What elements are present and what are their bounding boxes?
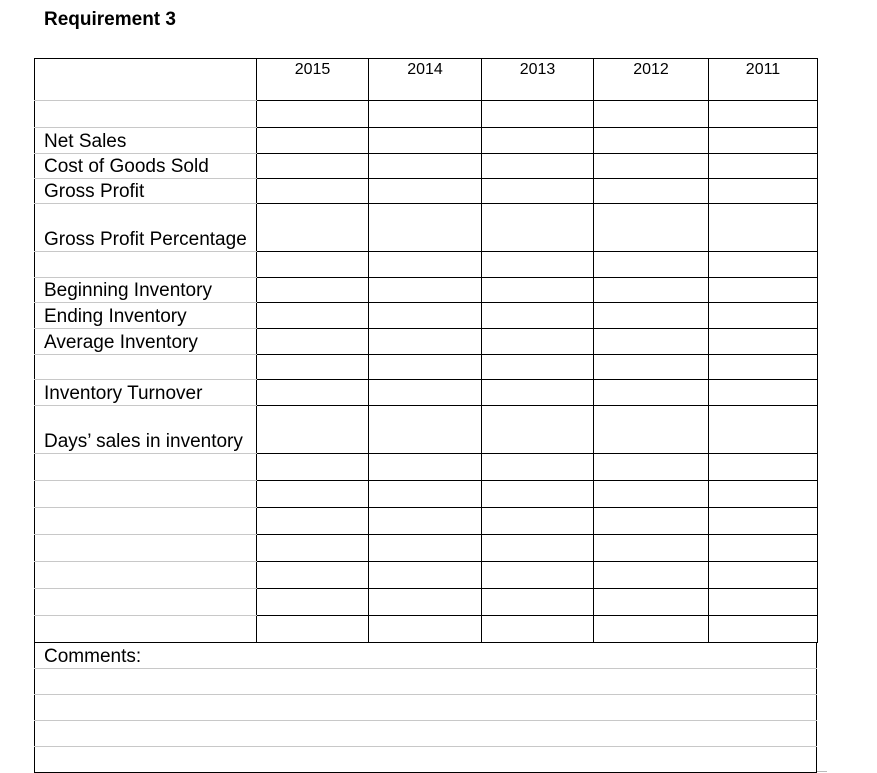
page-title: Requirement 3 — [44, 9, 176, 30]
value-cell[interactable] — [594, 278, 709, 303]
value-cell[interactable] — [594, 204, 709, 252]
value-cell[interactable] — [594, 380, 709, 406]
value-cell[interactable] — [482, 508, 594, 535]
value-cell[interactable] — [369, 101, 482, 128]
value-cell[interactable] — [594, 128, 709, 154]
value-cell[interactable] — [257, 128, 369, 154]
value-cell[interactable] — [709, 454, 818, 481]
row-label: Inventory Turnover — [35, 380, 257, 406]
table-row — [35, 535, 818, 562]
comment-line[interactable] — [35, 695, 817, 721]
comment-line[interactable] — [35, 669, 817, 695]
value-cell[interactable] — [594, 508, 709, 535]
row-label — [35, 355, 257, 380]
divider — [817, 771, 827, 772]
value-cell[interactable] — [257, 508, 369, 535]
value-cell[interactable] — [482, 589, 594, 616]
value-cell[interactable] — [709, 589, 818, 616]
row-label: Gross Profit — [35, 179, 257, 204]
value-cell[interactable] — [257, 481, 369, 508]
value-cell[interactable] — [257, 380, 369, 406]
row-label: Net Sales — [35, 128, 257, 154]
value-cell[interactable] — [594, 179, 709, 204]
value-cell[interactable] — [709, 406, 818, 454]
value-cell[interactable] — [709, 204, 818, 252]
value-cell[interactable] — [369, 562, 482, 589]
value-cell[interactable] — [257, 101, 369, 128]
value-cell[interactable] — [482, 481, 594, 508]
value-cell[interactable] — [709, 278, 818, 303]
value-cell[interactable] — [369, 204, 482, 252]
value-cell[interactable] — [257, 154, 369, 179]
value-cell[interactable] — [369, 179, 482, 204]
value-cell[interactable] — [482, 154, 594, 179]
row-label: Days’ sales in inventory — [35, 406, 257, 454]
value-cell[interactable] — [369, 252, 482, 278]
row-label — [35, 616, 257, 643]
value-cell[interactable] — [482, 303, 594, 329]
value-cell[interactable] — [709, 101, 818, 128]
value-cell[interactable] — [709, 508, 818, 535]
value-cell[interactable] — [482, 616, 594, 643]
value-cell[interactable] — [482, 204, 594, 252]
value-cell[interactable] — [482, 355, 594, 380]
value-cell[interactable] — [257, 252, 369, 278]
value-cell[interactable] — [482, 562, 594, 589]
value-cell[interactable] — [594, 252, 709, 278]
table-row — [35, 179, 818, 204]
table-row — [35, 481, 818, 508]
year-header: 2013 — [482, 59, 594, 101]
header-row — [35, 59, 818, 101]
table-row — [35, 406, 818, 454]
table-row — [35, 303, 818, 329]
row-label — [35, 454, 257, 481]
header-corner-cell — [35, 59, 257, 101]
value-cell[interactable] — [594, 481, 709, 508]
comments-label: Comments: — [35, 643, 817, 669]
value-cell[interactable] — [482, 128, 594, 154]
value-cell[interactable] — [369, 454, 482, 481]
value-cell[interactable] — [369, 303, 482, 329]
value-cell[interactable] — [709, 380, 818, 406]
row-label — [35, 589, 257, 616]
value-cell[interactable] — [257, 616, 369, 643]
table-row — [35, 101, 818, 128]
value-cell[interactable] — [709, 252, 818, 278]
value-cell[interactable] — [594, 454, 709, 481]
value-cell[interactable] — [482, 179, 594, 204]
value-cell[interactable] — [257, 535, 369, 562]
year-header: 2014 — [369, 59, 482, 101]
value-cell[interactable] — [709, 128, 818, 154]
value-cell[interactable] — [482, 380, 594, 406]
value-cell[interactable] — [369, 535, 482, 562]
value-cell[interactable] — [594, 329, 709, 355]
value-cell[interactable] — [482, 329, 594, 355]
value-cell[interactable] — [257, 589, 369, 616]
table-row — [35, 508, 818, 535]
table-row — [35, 589, 818, 616]
value-cell[interactable] — [594, 303, 709, 329]
value-cell[interactable] — [594, 562, 709, 589]
year-header: 2015 — [257, 59, 369, 101]
row-label: Ending Inventory — [35, 303, 257, 329]
value-cell[interactable] — [257, 355, 369, 380]
row-label — [35, 101, 257, 128]
value-cell[interactable] — [709, 179, 818, 204]
value-cell[interactable] — [594, 616, 709, 643]
value-cell[interactable] — [709, 355, 818, 380]
row-label — [35, 562, 257, 589]
value-cell[interactable] — [257, 179, 369, 204]
value-cell[interactable] — [369, 329, 482, 355]
table-row — [35, 562, 818, 589]
value-cell[interactable] — [482, 454, 594, 481]
value-cell[interactable] — [257, 204, 369, 252]
value-cell[interactable] — [369, 616, 482, 643]
value-cell[interactable] — [369, 589, 482, 616]
table-row — [35, 616, 818, 643]
value-cell[interactable] — [369, 481, 482, 508]
value-cell[interactable] — [257, 406, 369, 454]
value-cell[interactable] — [594, 101, 709, 128]
value-cell[interactable] — [257, 562, 369, 589]
value-cell[interactable] — [369, 508, 482, 535]
table-row — [35, 355, 818, 380]
value-cell[interactable] — [369, 355, 482, 380]
inventory-analysis-table — [34, 58, 818, 643]
value-cell[interactable] — [369, 154, 482, 179]
row-label — [35, 252, 257, 278]
value-cell[interactable] — [482, 101, 594, 128]
table-row — [35, 204, 818, 252]
value-cell[interactable] — [257, 303, 369, 329]
value-cell[interactable] — [482, 278, 594, 303]
table-row — [35, 154, 818, 179]
value-cell[interactable] — [594, 589, 709, 616]
value-cell[interactable] — [709, 616, 818, 643]
value-cell[interactable] — [369, 128, 482, 154]
table-row — [35, 454, 818, 481]
table-row — [35, 329, 818, 355]
value-cell[interactable] — [369, 406, 482, 454]
comments-box — [34, 642, 817, 773]
value-cell[interactable] — [594, 355, 709, 380]
row-label: Average Inventory — [35, 329, 257, 355]
comment-line[interactable] — [35, 721, 817, 747]
value-cell[interactable] — [594, 154, 709, 179]
table-row — [35, 128, 818, 154]
table-row — [35, 252, 818, 278]
year-header: 2012 — [594, 59, 709, 101]
table-row — [35, 380, 818, 406]
value-cell[interactable] — [482, 406, 594, 454]
value-cell[interactable] — [594, 406, 709, 454]
value-cell[interactable] — [709, 303, 818, 329]
row-label: Beginning Inventory — [35, 278, 257, 303]
value-cell[interactable] — [709, 535, 818, 562]
value-cell[interactable] — [369, 380, 482, 406]
row-label — [35, 481, 257, 508]
value-cell[interactable] — [257, 454, 369, 481]
table-row — [35, 278, 818, 303]
row-label — [35, 535, 257, 562]
value-cell[interactable] — [482, 535, 594, 562]
value-cell[interactable] — [257, 278, 369, 303]
year-header: 2011 — [709, 59, 818, 101]
value-cell[interactable] — [482, 252, 594, 278]
value-cell[interactable] — [594, 535, 709, 562]
row-label — [35, 508, 257, 535]
value-cell[interactable] — [709, 329, 818, 355]
row-label: Cost of Goods Sold — [35, 154, 257, 179]
value-cell[interactable] — [709, 481, 818, 508]
value-cell[interactable] — [257, 329, 369, 355]
value-cell[interactable] — [369, 278, 482, 303]
row-label: Gross Profit Percentage — [35, 204, 257, 252]
value-cell[interactable] — [709, 562, 818, 589]
value-cell[interactable] — [709, 154, 818, 179]
comment-line[interactable] — [35, 747, 817, 773]
